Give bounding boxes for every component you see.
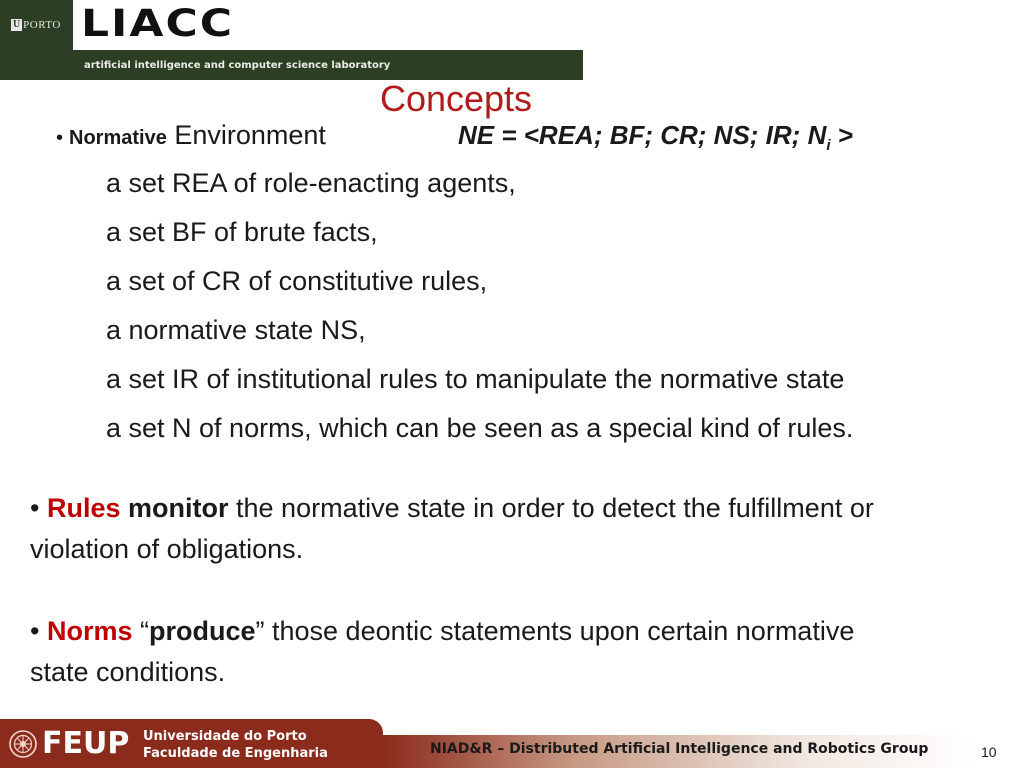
lab-logo-box [73, 0, 583, 50]
definition-item: a set of CR of constitutive rules, [106, 266, 488, 296]
porto-logo-text: PORTO [23, 19, 61, 31]
formula-end: > [830, 120, 853, 150]
definition-item: a set REA of role-enacting agents, [106, 168, 516, 198]
porto-logo [0, 0, 72, 50]
lab-subtitle: artificial intelligence and computer science laboratory [84, 60, 391, 71]
norms-text: ” those deontic statements upon certain normative state conditions. [30, 616, 855, 687]
footer-group-name: NIAD&R – Distributed Artificial Intelligence and Robotics Group [430, 741, 929, 757]
formula-main: NE = <REA; BF; CR; NS; IR; N [458, 120, 827, 150]
footer-feup-panel [0, 719, 383, 768]
definition-item: a set BF of brute facts, [106, 217, 378, 247]
formula-subscript: i [826, 137, 831, 155]
feup-logo-text: FEUP [42, 726, 130, 761]
open-quote: “ [132, 616, 149, 646]
bullet: • [30, 493, 47, 523]
university-name: Universidade do Porto [143, 729, 307, 744]
rules-text: the normative state in order to detect the fulfillment or violation of obligations. [30, 493, 874, 564]
slide-title: Concepts [379, 78, 533, 119]
definition-item: a set IR of institutional rules to manipulate the normative state [106, 364, 845, 394]
environment-label: Environment [166, 120, 326, 150]
faculty-name: Faculdade de Engenharia [143, 746, 328, 761]
bullet: • [56, 127, 64, 149]
rules-paragraph [30, 488, 880, 570]
normative-label: Normative [69, 127, 167, 149]
definition-item: a set N of norms, which can be seen as a special kind of rules. [106, 413, 854, 443]
page-number: 10 [981, 744, 997, 760]
feup-seal-icon [9, 730, 37, 758]
normative-environment-heading [56, 120, 326, 151]
definition-item: a normative state NS, [106, 315, 366, 345]
lab-logo: LIACC [81, 2, 235, 46]
rules-keyword: Rules [46, 493, 121, 523]
norms-paragraph [30, 611, 880, 693]
produce-keyword: produce [149, 616, 256, 646]
monitor-keyword: monitor [128, 493, 229, 523]
norms-keyword: Norms [46, 616, 133, 646]
bullet: • [30, 616, 47, 646]
porto-logo-letter: U [13, 19, 21, 30]
ne-formula [458, 120, 853, 154]
